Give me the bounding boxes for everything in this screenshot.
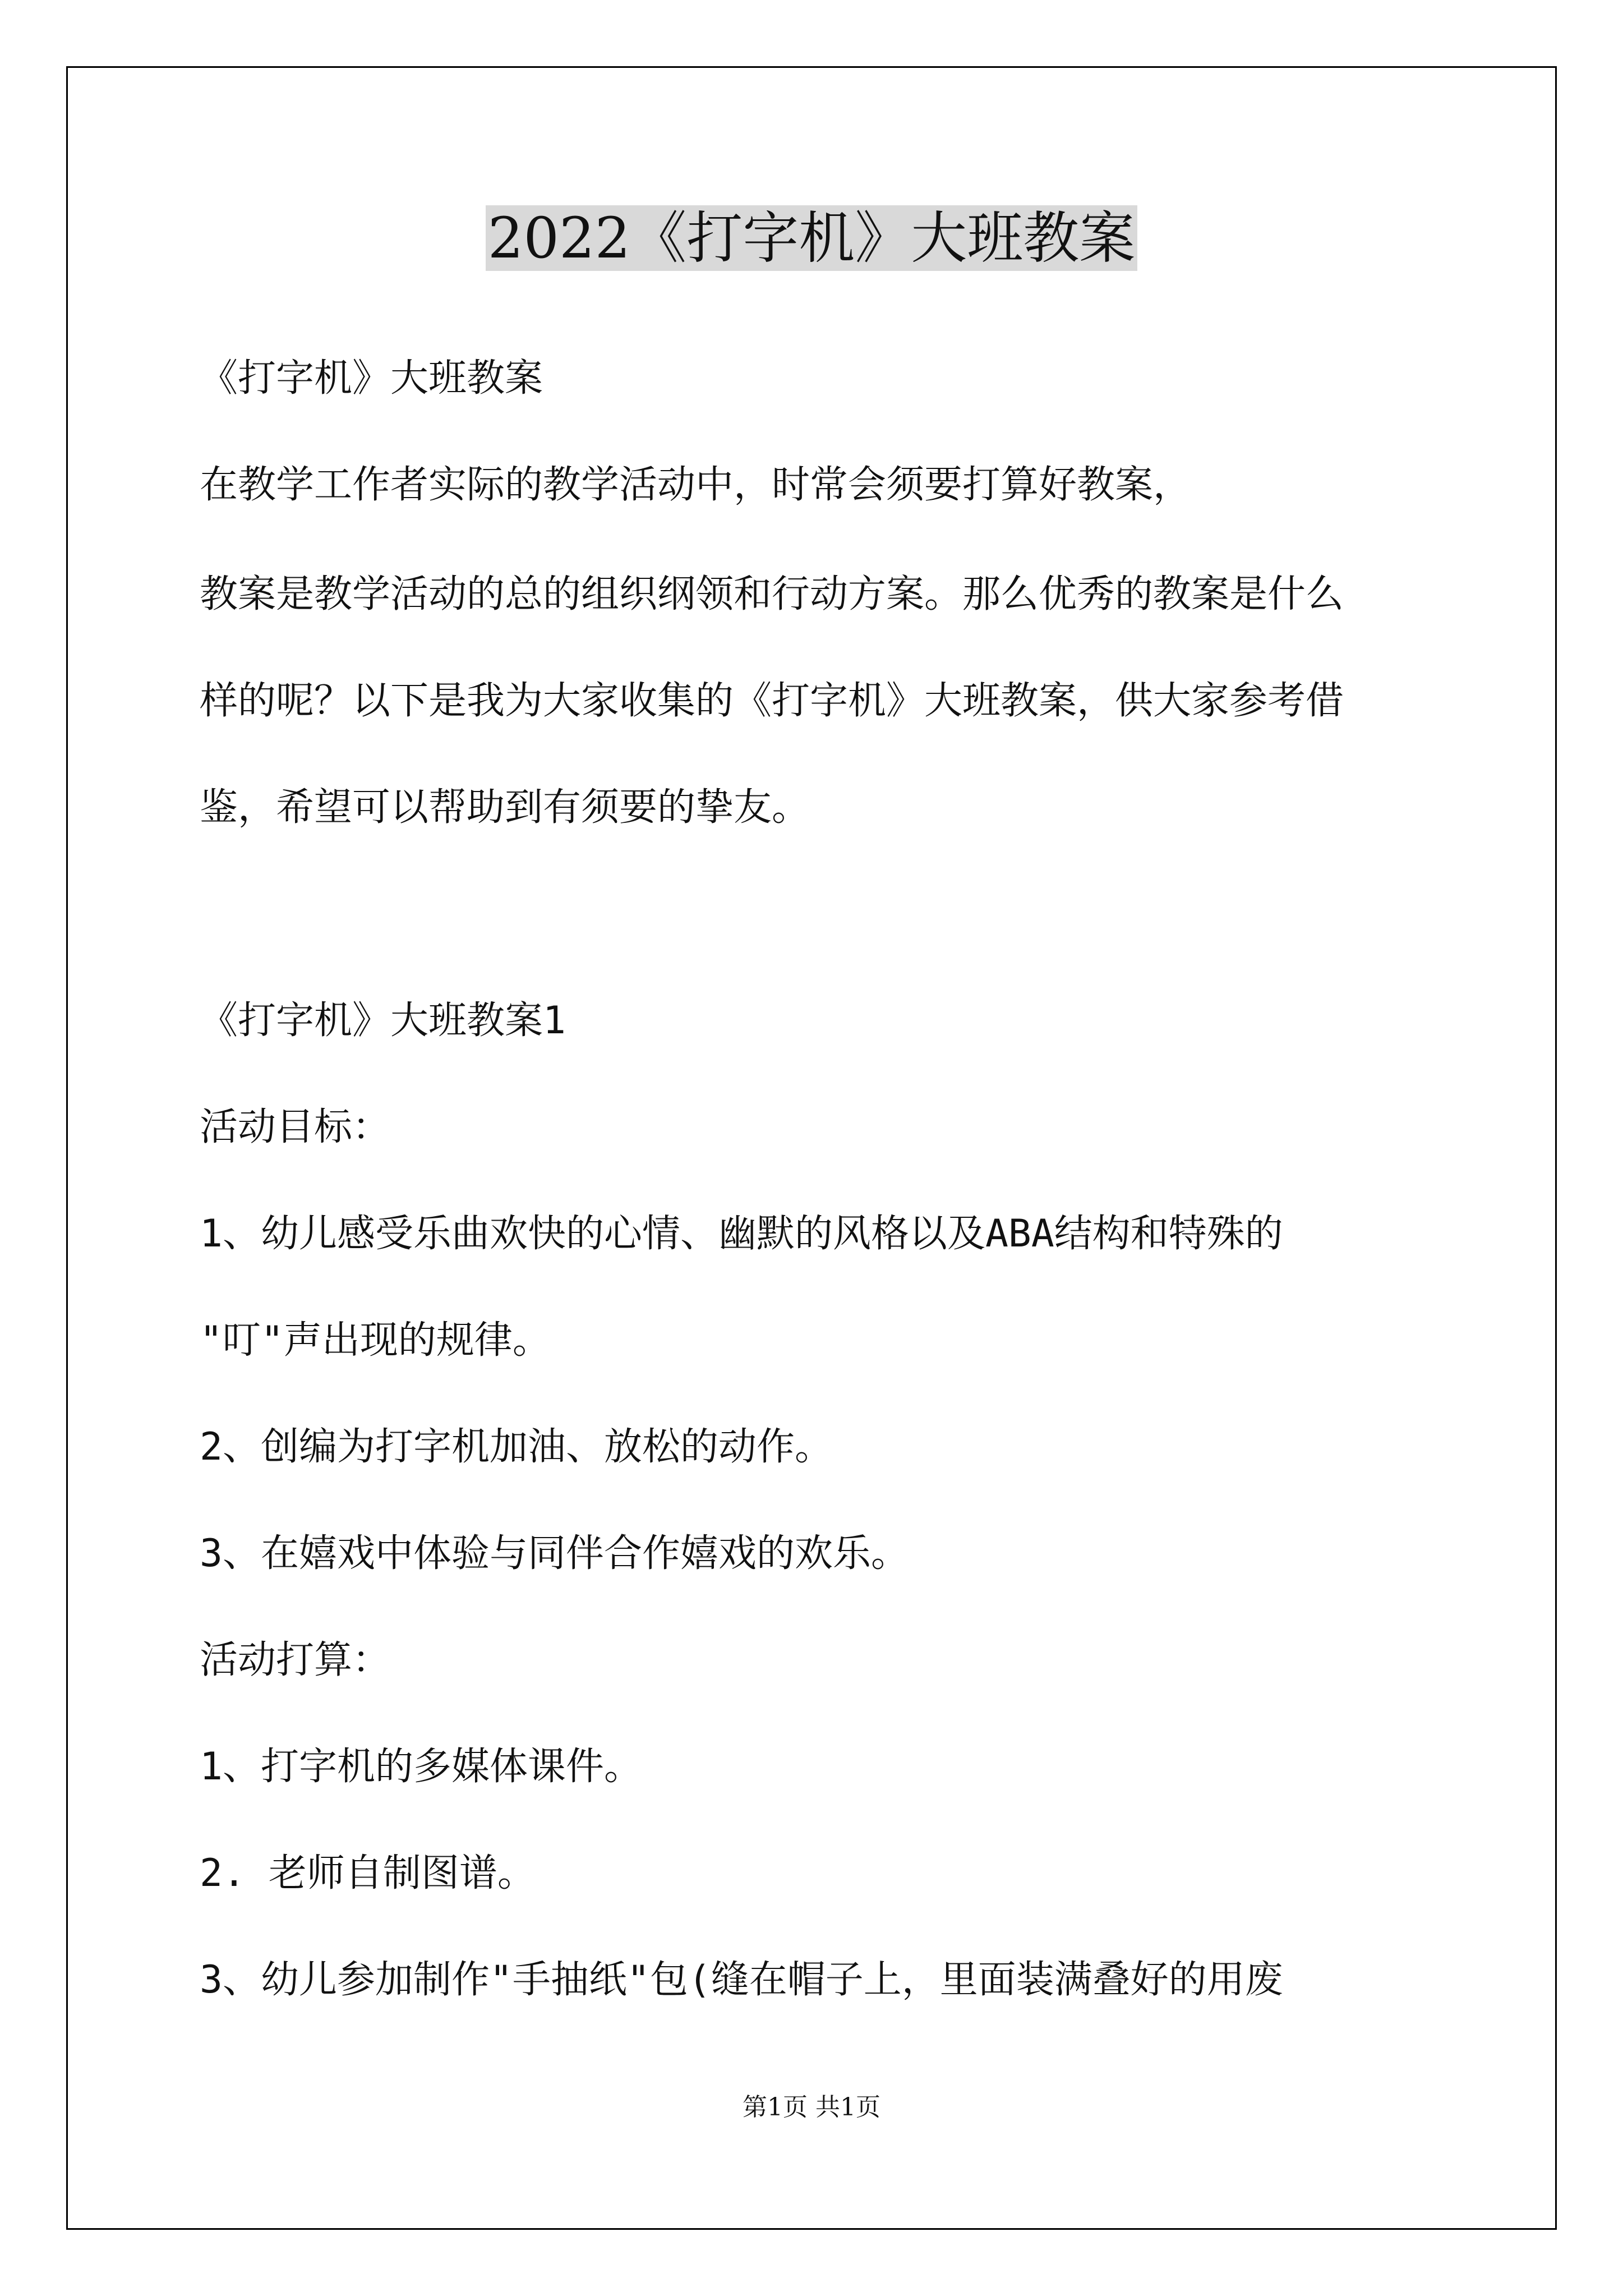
paragraph-line: 活动打算： [200,1638,391,1682]
document-title: 2022《打字机》大班教案 [0,199,1623,278]
subtitle: 《打字机》大班教案 [200,356,543,401]
paragraph-line: 3、幼儿参加制作"手抽纸"包(缝在帽子上，里面装满叠好的用废 [200,1958,1283,2002]
paragraph-line: 3、在嬉戏中体验与同伴合作嬉戏的欢乐。 [200,1531,909,1576]
paragraph-line: 2、创编为打字机加油、放松的动作。 [200,1425,833,1469]
section-heading: 《打字机》大班教案1 [200,999,566,1043]
paragraph-line: 2. 老师自制图谱。 [200,1851,536,1895]
paragraph-line: 1、幼儿感受乐曲欢快的心情、幽默的风格以及ABA结构和特殊的 [200,1212,1283,1256]
paragraph-line: 样的呢？以下是我为大家收集的《打字机》大班教案，供大家参考借 [200,679,1344,723]
paragraph-line: 鉴，希望可以帮助到有须要的挚友。 [200,785,810,830]
paragraph-line: 在教学工作者实际的教学活动中，时常会须要打算好教案， [200,463,1192,507]
paragraph-line: 教案是教学活动的总的组织纲领和行动方案。那么优秀的教案是什么 [200,572,1344,616]
paragraph-line: 1、打字机的多媒体课件。 [200,1745,642,1789]
paragraph-line: "叮"声出现的规律。 [200,1318,551,1363]
paragraph-line: 活动目标： [200,1105,391,1149]
page-footer: 第1页 共1页 [743,2093,880,2122]
